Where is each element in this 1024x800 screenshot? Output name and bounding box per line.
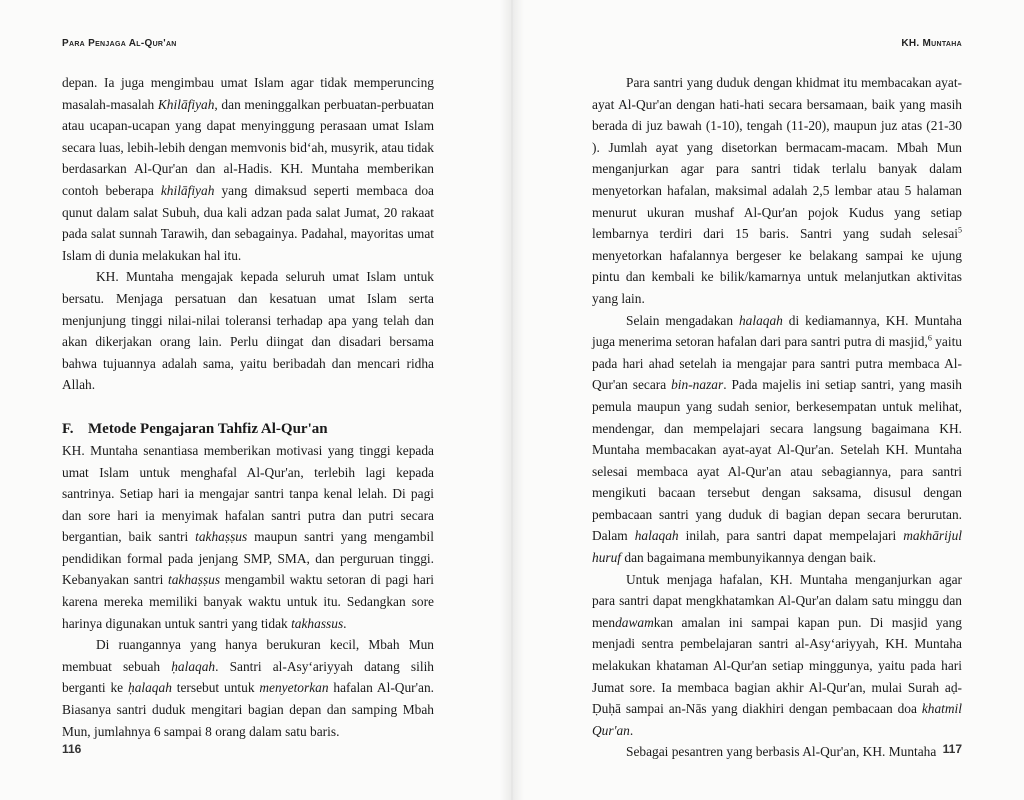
right-page	[592, 0, 962, 800]
right-page-number: 117	[942, 742, 962, 756]
left-page-number: 116	[62, 742, 82, 756]
right-paragraph-4: Sebagai pesantren yang berbasis Al-Qur'an, KH. Muntaha	[626, 744, 937, 760]
section-heading	[62, 418, 434, 440]
left-running-head: Para Penjaga Al-Qur'an	[62, 38, 177, 49]
left-paragraph-4: Di ruangannya yang hanya berukuran kecil, Mbah Mun membuat sebuah ḥalaqah. Santri al-Asy‘ariyyah datang silih berganti ke ḥalaqah tersebut untuk menyetorkan hafalan Al-Qur'an. Biasanya santri duduk mengitari bagian depan dan samping Mbah Mun, jumlahnya 6 sampai 8 orang dalam satu baris.	[62, 637, 434, 739]
right-running-head: KH. Muntaha	[901, 38, 962, 49]
left-page	[62, 0, 434, 800]
footnote-ref-6[interactable]: 6	[927, 333, 932, 343]
right-paragraph-3: Untuk menjaga hafalan, KH. Muntaha menganjurkan agar para santri dapat mengkhatamkan Al-Qur'an dalam satu minggu dan mendawamkan amalan ini sampai kapan pun. Di masjid yang menjadi sentra pembelajaran santri al-Asy‘ariyyah, KH. Muntaha melakukan khataman Al-Qur'an setiap minggunya, yaitu pada hari Jumat sore. Ia membaca bagian akhir Al-Qur'an, mulai Surah aḍ-Ḍuḥā sampai an-Nās yang diakhiri dengan pembacaan doa khatmil Qur'an.	[592, 571, 962, 738]
book-gutter	[500, 0, 524, 800]
left-paragraph-2: KH. Muntaha mengajak kepada seluruh umat Islam untuk bersatu. Menjaga persatuan dan kesatuan umat Islam serta menjunjung tinggi nilai-nilai toleransi terhadap apa yang telah dan akan dikerjakan orang lain. Perlu diingat dan disadari bersama bahwa tujuannya adalah sama, yaitu beribadah dan mencari ridha Allah.	[62, 269, 434, 393]
section-title: Metode Pengajaran Tahfiz Al-Qur'an	[88, 420, 328, 437]
section-number: F.	[62, 420, 74, 437]
right-body-text	[592, 72, 962, 763]
right-paragraph-1: Para santri yang duduk dengan khidmat itu membacakan ayat-ayat Al-Qur'an dengan hati-hati secara bersamaan, baik yang masih berada di juz bawah (1-10), tengah (11-20), maupun juz atas (21-30 ). Jumlah ayat yang disetorkan bermacam-macam. Mbah Mun menganjurkan agar para santri tidak terlalu banyak dalam menyetorkan hafalan, maksimal adalah 2,5 lembar atau 5 halaman menurut ukuran mushaf Al-Qur'an pojok Kudus yang setiap lembarnya terdiri dari 15 baris. Santri yang sudah selesai$^5$ menyetorkan hafalannya bergeser ke belakang sampai ke ujung pintu dan kembali ke bilik/kamarnya untuk melanjutkan aktivitas yang lain.	[592, 75, 962, 306]
left-paragraph-3: KH. Muntaha senantiasa memberikan motivasi yang tinggi kepada umat Islam untuk menghafal Al-Qur'an, terlebih lagi kepada santrinya. Setiap hari ia mengajar santri tanpa kenal lelah. Di pagi dan sore hari ia menyimak hafalan santri putra dan putri secara bergantian, baik santri takhaṣṣus maupun santri yang mengambil pendidikan formal pada jenjang SMP, SMA, dan perguruan tinggi. Kebanyakan santri takhaṣṣus mengambil waktu setoran di pagi hari karena mereka memiliki banyak waktu untuk itu. Sedangkan sore harinya digunakan untuk santri yang tidak takhassus.	[62, 442, 434, 631]
left-paragraph-1: depan. Ia juga mengimbau umat Islam agar tidak memperuncing masalah-masalah Khilāfiyah, dan meninggalkan perbuatan-perbuatan atau ucapan-ucapan yang dapat menyinggung perasaan umat Islam secara luas, lebih-lebih dengan memvonis bid‘ah, musyrik, atau tidak berdasarkan Al-Qur'an dan al-Hadis. KH. Muntaha memberikan contoh beberapa khilāfiyah yang dimaksud seperti membaca doa qunut dalam salat Subuh, dua kali adzan pada salat Jumat, 20 rakaat pada salat sunnah Tarawih, dan sebagainya. Padahal, mayoritas umat Islam di dunia melakukan hal itu.	[62, 75, 434, 263]
left-body-text	[62, 72, 434, 742]
right-paragraph-2: Selain mengadakan halaqah di kediamannya, KH. Muntaha juga menerima setoran hafalan dari para santri putra di masjid,$^6$ yaitu pada hari ahad setelah ia mengajar para santri putra membaca Al-Qur'an secara bin-nazar. Pada majelis ini setiap santri, yang masih pemula maupun yang sudah senior, berkesempatan untuk melihat, mendengar, dan mempelajari secara langsung bagaimana KH. Muntaha membacakan ayat-ayat Al-Qur'an. Setelah KH. Muntaha selesai membaca ayat Al-Qur'an atau sebagiannya, para santri mengikuti bacaan tersebut dengan saksama, disusul dengan pembacaan santri yang duduk di bagian depan secara berurutan. Dalam halaqah inilah, para santri dapat mempelajari makhārijul huruf dan bagaimana membunyikannya dengan baik.	[592, 312, 962, 566]
footnote-ref-5[interactable]: 5	[958, 225, 962, 235]
